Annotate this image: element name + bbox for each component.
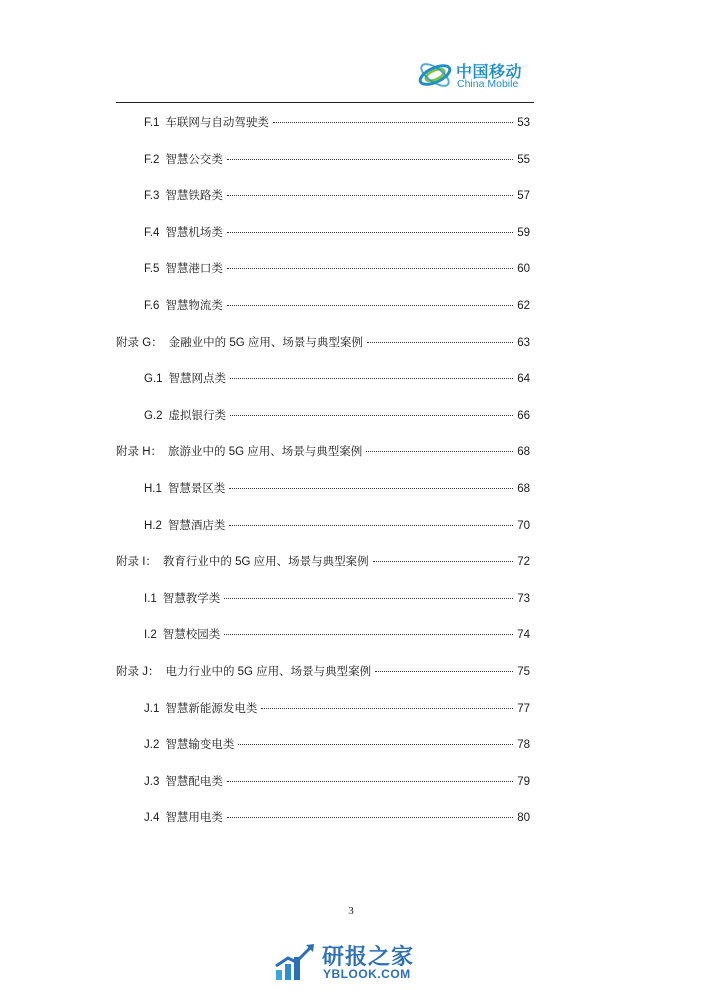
china-mobile-logo <box>416 56 536 96</box>
toc-entry-title: 教育行业中的 5G 应用、场景与典型案例 <box>162 556 369 568</box>
toc-entry-title: 智慧新能源发电类 <box>165 703 258 715</box>
toc-entry-label <box>144 260 223 278</box>
toc-entry-code: J.4 <box>144 812 160 824</box>
brand-name-en: China Mobile <box>457 78 519 90</box>
toc-entry-label <box>116 443 362 461</box>
toc-dot-leader <box>366 451 513 452</box>
toc-entry[interactable] <box>116 224 530 242</box>
toc-entry-page: 68 <box>517 446 530 458</box>
toc-entry-title: 虚拟银行类 <box>168 410 227 422</box>
toc-entry-title: 车联网与自动驾驶类 <box>165 117 269 129</box>
china-mobile-swirl-icon <box>416 58 454 92</box>
toc-entry-page: 66 <box>517 410 530 422</box>
toc-entry-page: 77 <box>517 703 530 715</box>
toc-entry-title: 金融业中的 5G 应用、场景与典型案例 <box>168 337 363 349</box>
toc-dot-leader <box>227 305 513 306</box>
toc-entry[interactable] <box>116 480 530 498</box>
toc-entry[interactable] <box>116 700 530 718</box>
yblook-watermark <box>274 940 434 986</box>
toc-entry-label <box>144 297 223 315</box>
toc-entry-page: 75 <box>517 666 530 678</box>
toc-entry-label <box>144 809 223 827</box>
toc-entry[interactable] <box>116 773 530 791</box>
toc-dot-leader <box>227 159 513 160</box>
toc-entry-label <box>144 151 223 169</box>
toc-entry-title: 智慧教学类 <box>162 593 221 605</box>
toc-entry-code: F.6 <box>144 300 160 312</box>
toc-entry-code: F.5 <box>144 263 160 275</box>
toc-entry-page: 59 <box>517 227 530 239</box>
toc-dot-leader <box>227 781 513 782</box>
toc-entry-title: 旅游业中的 5G 应用、场景与典型案例 <box>168 446 363 458</box>
toc-entry-label <box>144 370 226 388</box>
toc-entry-title: 电力行业中的 5G 应用、场景与典型案例 <box>165 666 372 678</box>
toc-entry-label <box>144 517 225 535</box>
toc-entry-code: J.3 <box>144 776 160 788</box>
toc-dot-leader <box>261 708 513 709</box>
toc-entry-label <box>144 224 223 242</box>
toc-entry-code: H.2 <box>144 520 162 532</box>
toc-entry-label <box>144 773 223 791</box>
toc-entry-label <box>144 480 225 498</box>
toc-entry-page: 73 <box>517 593 530 605</box>
toc-entry-page: 78 <box>517 739 530 751</box>
toc-entry-title: 智慧酒店类 <box>167 520 226 532</box>
toc-entry-title: 智慧配电类 <box>165 776 223 788</box>
toc-entry-label <box>144 700 257 718</box>
page-number: 3 <box>348 905 354 917</box>
toc-entry-title: 智慧公交类 <box>165 154 223 166</box>
toc-entry-title: 智慧校园类 <box>162 629 221 641</box>
toc-entry[interactable] <box>116 663 530 681</box>
toc-dot-leader <box>375 671 513 672</box>
toc-entry-code: F.2 <box>144 154 160 166</box>
toc-entry-code: 附录 J： <box>116 666 160 678</box>
toc-entry-code: H.1 <box>144 483 162 495</box>
toc-entry[interactable] <box>116 809 530 827</box>
toc-entry-label <box>116 334 363 352</box>
toc-entry-title: 智慧输变电类 <box>165 739 235 751</box>
toc-entry-page: 60 <box>517 263 530 275</box>
toc-entry-title: 智慧景区类 <box>167 483 226 495</box>
toc-dot-leader <box>229 525 513 526</box>
toc-entry-page: 53 <box>517 117 530 129</box>
toc-entry-label <box>144 114 269 132</box>
toc-entry-page: 74 <box>517 629 530 641</box>
watermark-title-cn: 研报之家 <box>322 944 415 969</box>
toc-entry-code: F.4 <box>144 227 160 239</box>
toc-entry-code: 附录 I： <box>116 556 157 568</box>
toc-entry-page: 57 <box>517 190 530 202</box>
toc-entry-code: I.1 <box>144 593 157 605</box>
toc-entry-label <box>116 553 369 571</box>
toc-entry[interactable] <box>116 443 530 461</box>
toc-entry[interactable] <box>116 407 530 425</box>
toc-entry[interactable] <box>116 553 530 571</box>
toc-entry[interactable] <box>116 626 530 644</box>
toc-entry-label <box>144 407 226 425</box>
toc-dot-leader <box>238 744 513 745</box>
toc-dot-leader <box>230 378 513 379</box>
toc-entry[interactable] <box>116 334 530 352</box>
toc-entry-code: G.1 <box>144 373 163 385</box>
toc-dot-leader <box>227 817 513 818</box>
bar-chart-icon <box>274 942 318 982</box>
toc-entry-label <box>144 626 220 644</box>
toc-entry[interactable] <box>116 187 530 205</box>
toc-entry-page: 70 <box>517 520 530 532</box>
toc-entry[interactable] <box>116 370 530 388</box>
toc-entry[interactable] <box>116 260 530 278</box>
toc-entry[interactable] <box>116 114 530 132</box>
toc-entry-code: 附录 H： <box>116 446 162 458</box>
toc-entry-page: 63 <box>517 337 530 349</box>
toc-entry-page: 79 <box>517 776 530 788</box>
toc-entry-code: F.3 <box>144 190 160 202</box>
toc-entry[interactable] <box>116 151 530 169</box>
toc-dot-leader <box>367 342 513 343</box>
toc-dot-leader <box>230 415 513 416</box>
toc-dot-leader <box>273 122 513 123</box>
toc-dot-leader <box>227 232 513 233</box>
toc-entry-label <box>144 590 220 608</box>
toc-entry[interactable] <box>116 590 530 608</box>
brand-name-cn: 中国移动 <box>456 64 523 81</box>
toc-dot-leader <box>224 634 513 635</box>
toc-entry-label <box>144 736 234 754</box>
toc-entry-code: I.2 <box>144 629 157 641</box>
header-divider <box>116 102 534 103</box>
toc-entry-page: 72 <box>517 556 530 568</box>
toc-entry-page: 62 <box>517 300 530 312</box>
toc-entry-page: 68 <box>517 483 530 495</box>
toc-entry-title: 智慧物流类 <box>165 300 223 312</box>
toc-entry-title: 智慧网点类 <box>168 373 227 385</box>
toc-entry-code: F.1 <box>144 117 160 129</box>
toc-entry[interactable] <box>116 297 530 315</box>
toc-entry-title: 智慧港口类 <box>165 263 223 275</box>
toc-entry-code: J.1 <box>144 703 160 715</box>
toc-entry-title: 智慧铁路类 <box>165 190 223 202</box>
toc-entry-code: J.2 <box>144 739 160 751</box>
toc-dot-leader <box>224 598 513 599</box>
toc-entry-label <box>144 187 223 205</box>
toc-dot-leader <box>229 488 513 489</box>
toc-entry-page: 55 <box>517 154 530 166</box>
toc-entry[interactable] <box>116 517 530 535</box>
toc-entry-label <box>116 663 371 681</box>
watermark-site: YBLOOK.COM <box>323 967 411 981</box>
toc-entry-code: 附录 G： <box>116 337 163 349</box>
toc-entry-title: 智慧机场类 <box>165 227 223 239</box>
toc-entry-code: G.2 <box>144 410 163 422</box>
toc-dot-leader <box>227 195 513 196</box>
toc-entry-page: 80 <box>517 812 530 824</box>
toc-entry-page: 64 <box>517 373 530 385</box>
toc-entry[interactable] <box>116 736 530 754</box>
toc-dot-leader <box>373 561 514 562</box>
toc-entry-title: 智慧用电类 <box>165 812 223 824</box>
toc-dot-leader <box>227 268 513 269</box>
